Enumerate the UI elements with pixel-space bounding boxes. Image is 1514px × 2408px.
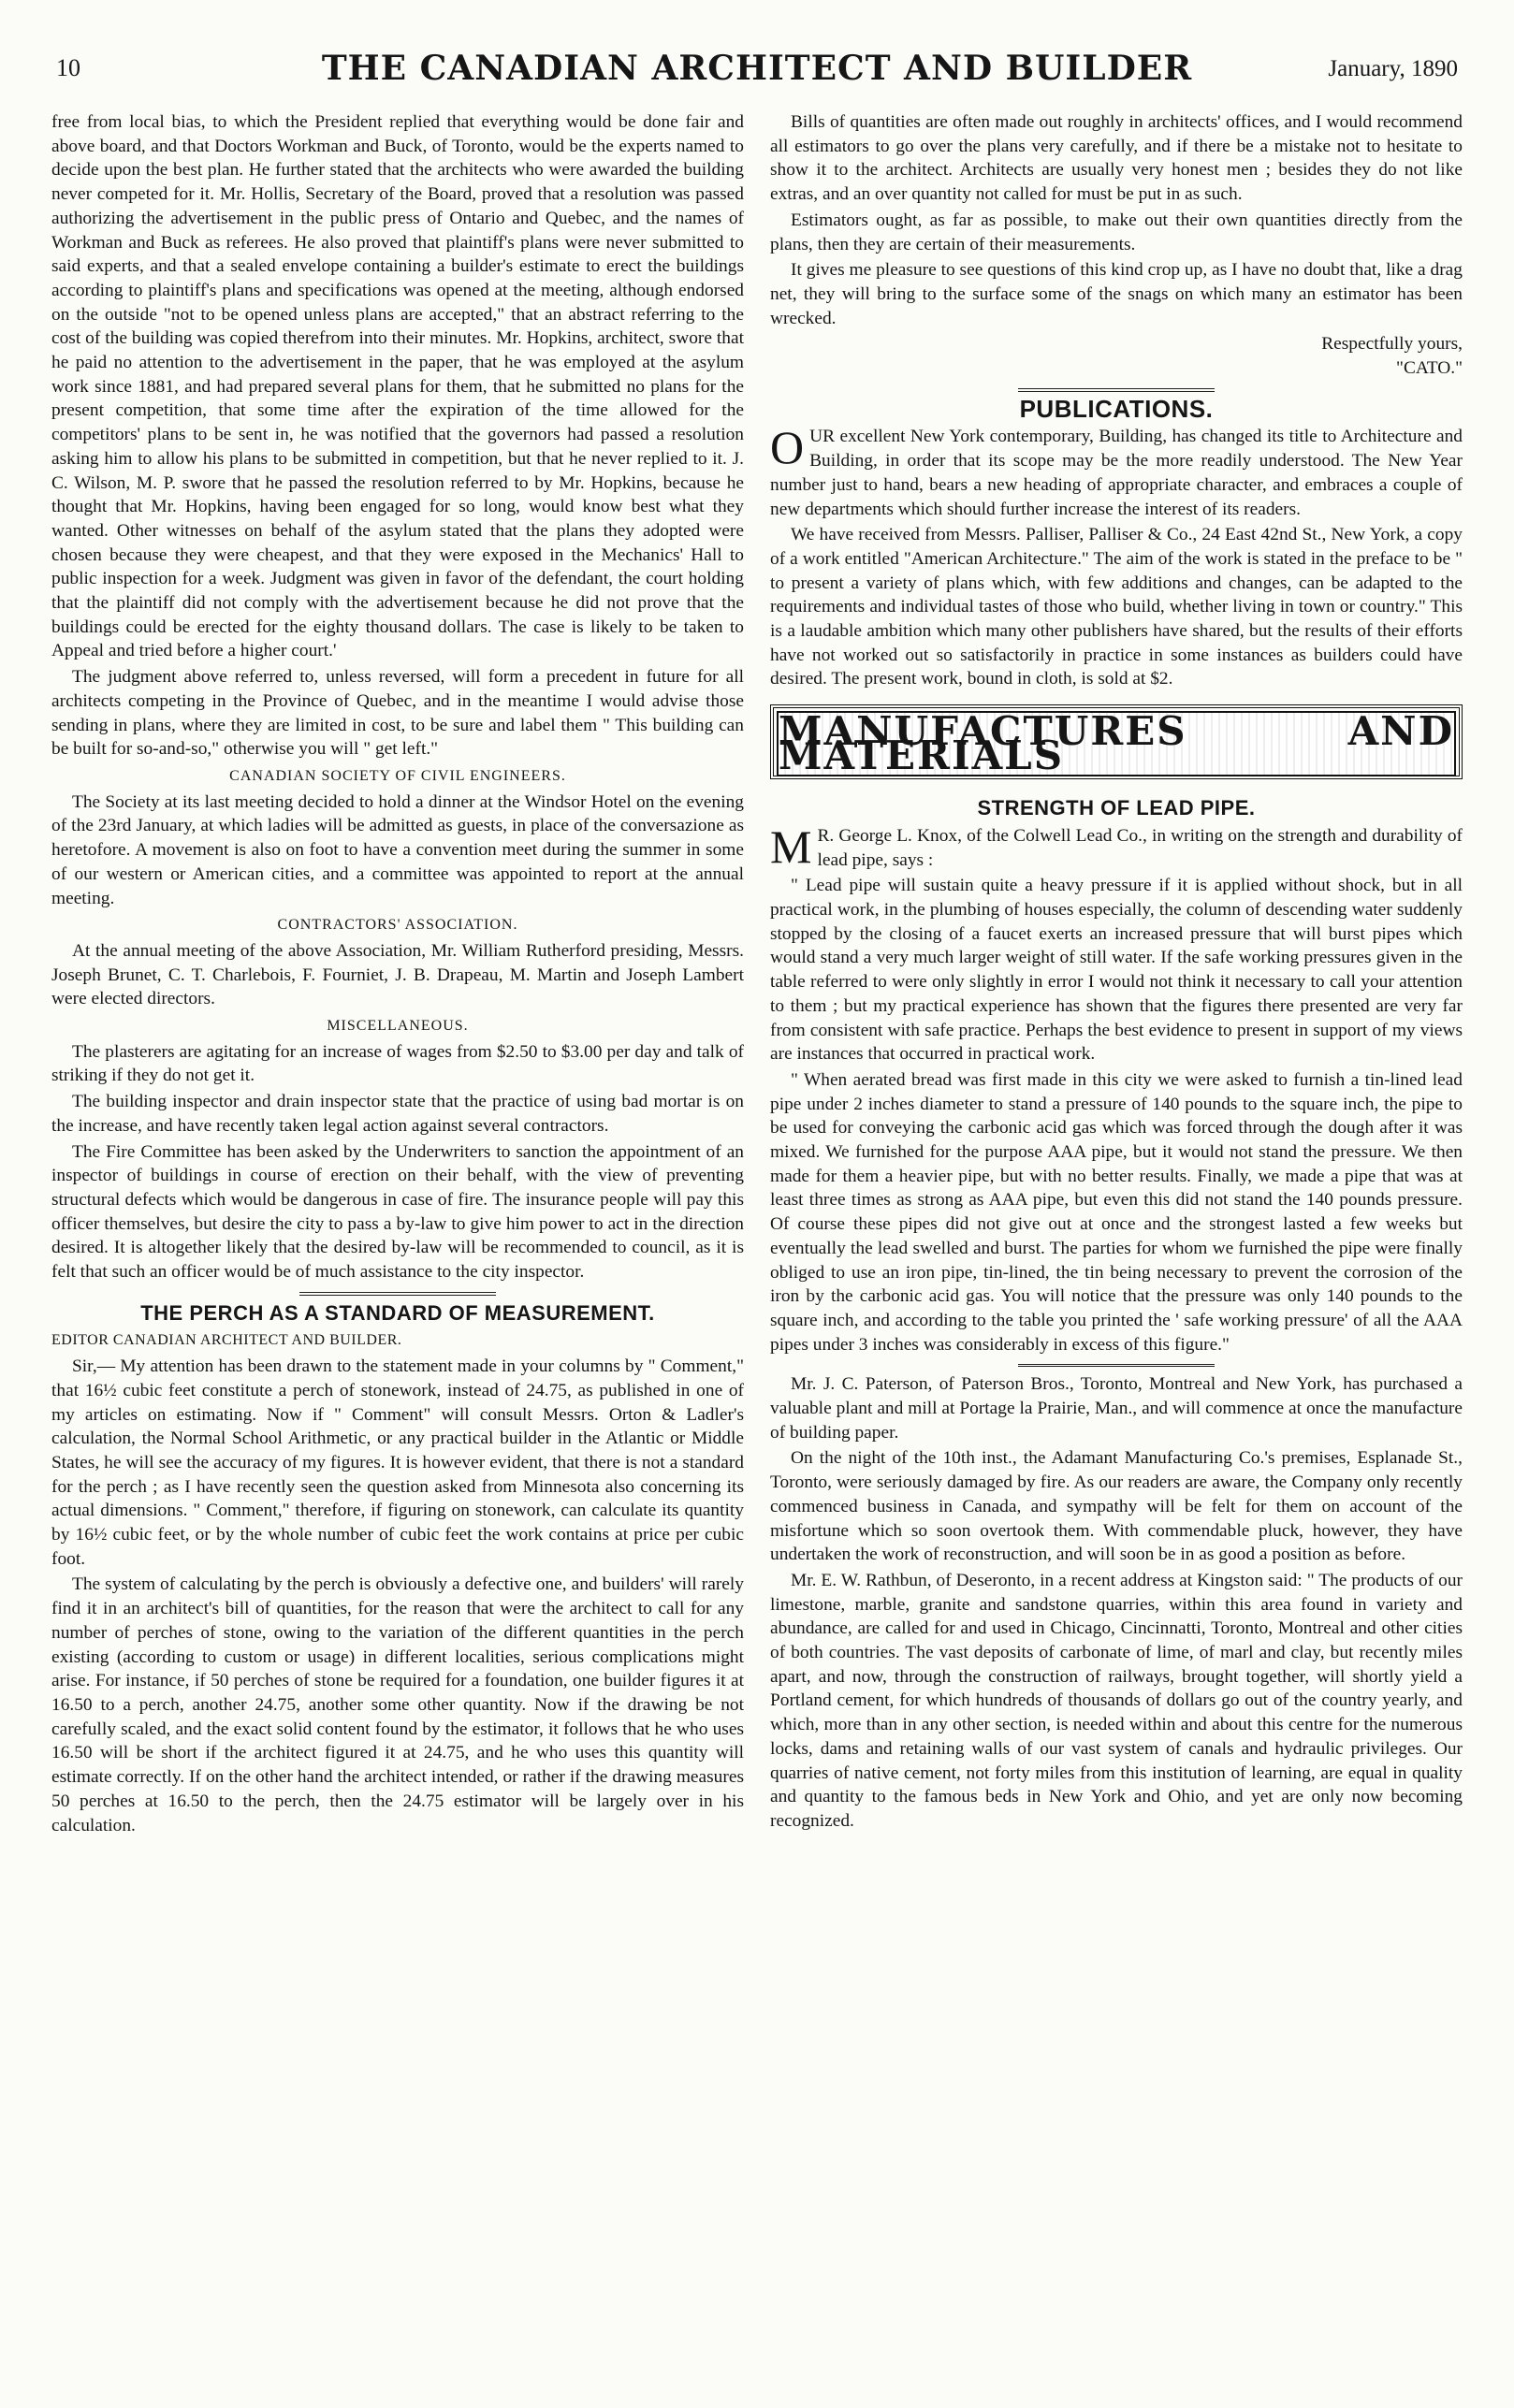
banner-text: MANUFACTURES AND MATERIALS: [779, 708, 1454, 779]
section-rule: [1018, 1364, 1215, 1367]
letter-signature: [770, 356, 1463, 381]
left-column: [51, 110, 744, 1839]
section-rule: [299, 1292, 496, 1296]
article-paragraph: The building inspector and drain inspector state that the practice of using bad mortar is on the increase, and have recently taken legal action against several contractors.: [51, 1092, 744, 1136]
article-paragraph: The Fire Committee has been asked by the Underwriters to sanction the appointment of an inspector of buildings in course of erection on their behalf, with the view of preventing structural defects which would be dangerous in case of fire. The insurance people will pay this officer themselves, but desire the city to pass a by-law to give him power to act in the direction desired. It is altogether likely that the desired by-law will be recommended to council, as it is felt that such an officer would be of much assistance to the city inspector.: [51, 1141, 744, 1283]
drop-cap: M: [770, 820, 812, 873]
drop-cap: O: [770, 421, 805, 474]
article-paragraph: free from local bias, to which the President replied that everything would be done fair and above board, and that Doctors Workman and Buck, of Toronto, would be the experts named to decide upon the best plan. He further stated that the architects who were awarded the building never competed for it. Mr. Hollis, Secretary of the Board, proved that a resolution was passed authorizing the advertisement in the public press of Ontario and Quebec, and the names of Workman and Buck as referees. He also proved that plaintiff's plans were never submitted to said experts, and that a sealed envelope containing a builder's estimate to erect the buildings according to plaintiff's plans and specifications was opened at the meeting, although endorsed on the outside "not to be opened unless plans are accepted," that an abstract referring to the cost of the building was copied therefrom into their minutes. Mr. Hopkins, architect, swore that he paid no attention to the advertisement in the paper, that he was employed at the asylum work since 1881, and had prepared several plans for them, that he submitted no plans for the present competition, that some time after the expiration of the time allowed for the competitors' plans to be sent in, he was notified that the governors had passed a resolution asking him to allow his plans to be submitted in competition, but that he never replied to it. J. C. Wilson, M. P. swore that he passed the resolution referred to by Mr. Hopkins, because he thought that Mr. Hopkins, having been engaged for so long, would know best what they wanted. Other witnesses on behalf of the asylum stated that the plans they adopted were chosen because they were cheapest, and that they were exposed in the Mechanics' Hall to public inspection for a week. Judgment was given in favor of the defendant, the court holding that the plaintiff did not comply with the advertisement because he did not prove that the buildings could be erected for the eighty thousand dollars. The case is likely to be taken to Appeal and tried before a higher court.': [51, 112, 744, 661]
article-paragraph: [770, 820, 1463, 873]
article-paragraph: On the night of the 10th inst., the Adamant Manufacturing Co.'s premises, Esplanade St., Toronto, were seriously damaged by fire. As our readers are aware, the Company only recently commenced business in Canada, and sympathy will be felt for them on account of the misfortune which so soon overtook them. With commendable pluck, however, they have undertaken the work of reconstruction, and will soon be in as good a position as before.: [770, 1448, 1463, 1565]
article-paragraph: The Society at its last meeting decided to hold a dinner at the Windsor Hotel on the evening of the 23rd January, at which ladies will be admitted as guests, in place of the conversazione as heretofore. A movement is also on foot to have a convention meet during the summer in some of our western or American cities, and a committee was appointed to report at the annual meeting.: [51, 791, 744, 908]
masthead-title: THE CANADIAN ARCHITECT AND BUILDER: [321, 49, 1193, 88]
article-paragraph: Sir,— My attention has been drawn to the statement made in your columns by " Comment," that 16½ cubic feet constitute a perch of stonework, instead of 24.75, as published in one of my articles on estimating. Now if " Comment" will consult Messrs. Orton & Ladler's calculation, the Normal School Arithmetic, or any practical builder in the Atlantic or Middle States, he will see the accuracy of my figures. It is however evident, that there is not a standard for the perch ; as I have recently seen the question asked from Minnesota also concerning its actual dimensions. " Comment," therefore, if figuring on stonework, can calculate its quantity by 16½ cubic feet, or by the whole number of cubic feet the work contains at price per cubic foot.: [51, 1356, 744, 1569]
article-paragraph: At the annual meeting of the above Association, Mr. William Rutherford presiding, Messrs. Joseph Brunet, C. T. Charlebois, F. Fourniet, J. B. Drapeau, M. Martin and Joseph Lambert were elected directors.: [51, 940, 744, 1009]
article-paragraph: [770, 421, 1463, 521]
article-paragraph: It gives me pleasure to see questions of this kind crop up, as I have no doubt that, like a drag net, they will bring to the surface some of the snags on which many an estimator has been wrecked.: [770, 260, 1463, 328]
right-column: [770, 110, 1463, 1835]
section-subhead: CONTRACTORS' ASSOCIATION.: [277, 917, 518, 934]
letter-address: EDITOR CANADIAN ARCHITECT AND BUILDER.: [51, 1332, 402, 1349]
article-paragraph: The plasterers are agitating for an increase of wages from $2.50 to $3.00 per day and talk of striking if they do not get it.: [51, 1041, 744, 1086]
section-rule: [1018, 388, 1215, 392]
section-subhead: CANADIAN SOCIETY OF CIVIL ENGINEERS.: [229, 767, 566, 784]
article-paragraph: Bills of quantities are often made out roughly in architects' offices, and I would recommend all estimators to go over the plans very carefully, and if there be a mistake not to hesitate to show it to the architect. Architects are usually very honest men ; besides they do not like extras, and an over quantity not called for must be put in as such.: [770, 112, 1463, 205]
article-headline: STRENGTH OF LEAD PIPE.: [977, 796, 1256, 820]
paragraph-text: R. George L. Knox, of the Colwell Lead Co., in writing on the strength and durability of lead pipe, says :: [817, 825, 1463, 870]
paragraph-text: UR excellent New York contemporary, Building, has changed its title to Architecture and Building, in order that its scope may be the more readily understood. The New Year number just to hand, bears a new heading of appropriate character, and embraces a couple of new departments which should further increase the interest of its readers.: [770, 427, 1463, 519]
article-paragraph: Mr. E. W. Rathbun, of Deseronto, in a recent address at Kingston said: " The products of our limestone, marble, granite and sandstone quarries, within this area found in variety and abundance, are called for and used in Chicago, Cincinnatti, Toronto, Montreal and other cities of both countries. The vast deposits of carbonate of lime, of marl and clay, but recently miles apart, and now, through the construction of railways, brought together, will shortly yield a Portland cement, for which hundreds of thousands of dollars go out of the country yearly, and which, more than in any other section, is needed within and about this centre for the numerous locks, dams and retaining walls of our vast system of canals and hydraulic privileges. Our quarries of native cement, not forty miles from this institution of learning, are equal in quality and quantity to the famous beds in New York and Ohio, and yet are only now becoming recognized.: [770, 1570, 1463, 1831]
article-paragraph: We have received from Messrs. Palliser, Palliser & Co., 24 East 42nd St., New York, a copy of a work entitled "American Architecture." The aim of the work is stated in the preface to be " to present a variety of plans which, with few additions and changes, can be adapted to the requirements and individual tastes of those who build, whether living in town or country." This is a laudable ambition which many other publishers have shared, but the results of their efforts have not worked out so satisfactorily in practice in some instances as builders could have desired. The present work, bound in cloth, is sold at $2.: [770, 525, 1463, 689]
letter-closing: [770, 332, 1463, 356]
page-number: 10: [56, 54, 80, 81]
article-paragraph: Estimators ought, as far as possible, to make out their own quantities directly from the plans, then they are certain of their measurements.: [770, 210, 1463, 254]
article-paragraph: The system of calculating by the perch is obviously a defective one, and builders' will rarely find it in an architect's bill of quantities, for the reason that were the architect to call for any number of perches of stone, owing to the variation of the different quantities in the perch existing (according to custom or usage) in different localities, serious complications might arise. For instance, if 50 perches of stone be required for a foundation, one builder figures it at 16.50 to a perch, another 24.75, another some other quantity. Now if the drawing be not carefully scaled, and the exact solid content found by the estimator, it follows that he who uses 16.50 will be short if the architect figured it at 24.75, and he who uses this quantity will estimate correctly. If on the other hand the architect intended, or rather if the drawing measures 50 perches at 16.50 to the perch, then the 24.75 estimator will be largely over in his calculation.: [51, 1574, 744, 1835]
article-headline: THE PERCH AS A STANDARD OF MEASUREMENT.: [140, 1300, 655, 1325]
section-subhead: MISCELLANEOUS.: [327, 1018, 469, 1035]
article-paragraph: The judgment above referred to, unless reversed, will form a precedent in future for all architects competing in the Province of Quebec, and in the meantime I would advise those sending in plans, where they are limited in cost, to be sure and label them " This building can be built for so-and-so," otherwise you will " get left.": [51, 667, 744, 760]
section-banner: [770, 704, 1463, 779]
issue-date: January, 1890: [1328, 56, 1458, 81]
publications-headline: PUBLICATIONS.: [1019, 394, 1214, 423]
article-paragraph: " Lead pipe will sustain quite a heavy pressure if it is applied without shock, but in all practical work, in the plumbing of houses especially, the column of descending water suddenly stopped by the closing of a faucet exerts an increased pressure that will burst pipes which would stand a very much larger weight of still water. If the safe working pressures given in the table referred to were only slightly in error I would not think it necessary to call your attention to them ; but my practical experience has shown that the figures there presented are very far from consistent with safe practice. Perhaps the best evidence to present in support of my views are instances that occurred in practical work.: [770, 876, 1463, 1065]
article-paragraph: Mr. J. C. Paterson, of Paterson Bros., Toronto, Montreal and New York, has purchased a valuable plant and mill at Portage la Prairie, Man., and will commence at once the manufacture of building paper.: [770, 1374, 1463, 1443]
signature-text: "CATO.": [1396, 358, 1463, 379]
article-paragraph: " When aerated bread was first made in this city we were asked to furnish a tin-lined lead pipe under 2 inches diameter to stand a pressure of 140 pounds to the square inch, the pipe to be used for conveying the carbonic acid gas which was forced through the dough after it was mixed. We furnished for the purpose AAA pipe, but it would not stand the pressure. We then made for them a heavier pipe, but with no better results. Finally, we made a pipe that was at least three times as strong as AAA pipe, but even this did not stand the 140 pounds pressure. Of course these pipes did not give out at once and the strongest lasted a few weeks but eventually the lead swelled and burst. The parties for whom we furnished the pipe were finally obliged to use an iron pipe, tin-lined, the tin being necessary to prevent the corrosion of the iron by the carbonic acid gas. You will notice that the pressure was only 140 pounds to the square inch, and according to the table you printed the ' safe working pressure' of all the AAA pipes under 3 inches was considerably in excess of this figure.": [770, 1069, 1463, 1355]
page-header: [56, 49, 1458, 95]
closing-text: Respectfully yours,: [1321, 334, 1463, 355]
